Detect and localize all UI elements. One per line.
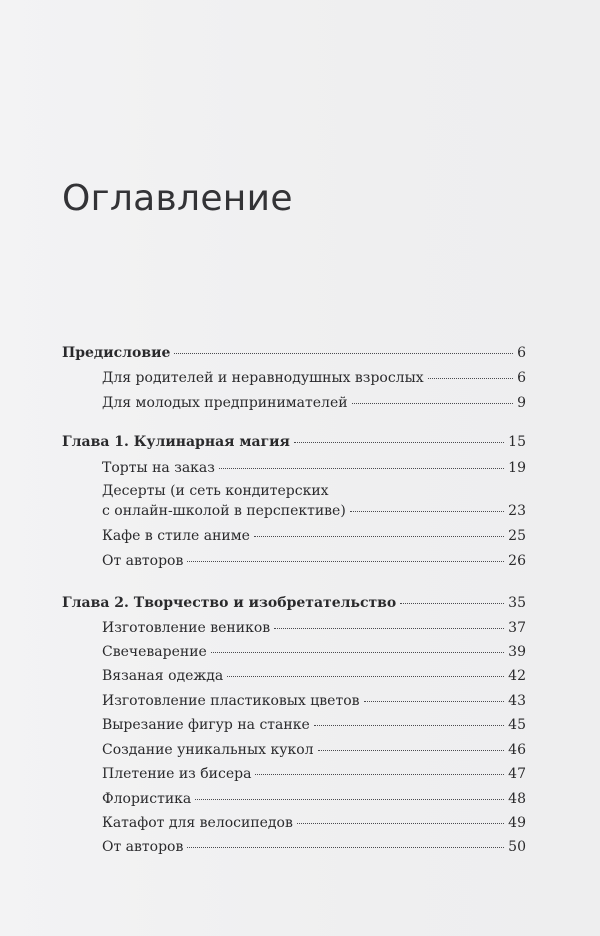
toc-page-number: 23 [508, 503, 526, 519]
toc-entry-title: Создание уникальных кукол [102, 742, 314, 758]
toc-entry-title: Кафе в стиле аниме [102, 528, 250, 544]
toc-chapter-title: Предисловие [62, 345, 171, 361]
toc-page-number: 35 [508, 595, 526, 611]
dot-leader [294, 442, 504, 443]
toc-entry-title: Катафот для велосипедов [102, 815, 293, 831]
dot-leader [174, 353, 513, 354]
dot-leader [428, 378, 513, 379]
page-title: Оглавление [62, 178, 293, 219]
toc-entry-title: Изготовление пластиковых цветов [102, 693, 360, 709]
toc-entry[interactable] [102, 692, 526, 710]
toc-page-number: 37 [508, 620, 526, 636]
dot-leader [255, 774, 504, 775]
toc-entry-title: От авторов [102, 839, 184, 855]
toc-page-number: 6 [517, 370, 526, 386]
toc-page-number: 25 [508, 528, 526, 544]
dot-leader [254, 536, 504, 537]
toc-page-number: 15 [508, 434, 526, 450]
toc-entry-title-line2: с онлайн-школой в перспективе) [102, 503, 346, 519]
toc-page-number: 42 [508, 668, 526, 684]
dot-leader [219, 468, 504, 469]
toc-entry[interactable] [102, 814, 526, 832]
toc-page-number: 50 [508, 839, 526, 855]
toc-chapter-1[interactable] [62, 433, 526, 451]
toc-entry-title: Свечеварение [102, 644, 207, 660]
dot-leader [350, 511, 504, 512]
toc-entry-title: Плетение из бисера [102, 766, 252, 782]
toc-entry[interactable] [102, 667, 526, 685]
toc-entry[interactable] [102, 481, 526, 521]
toc-entry[interactable] [102, 619, 526, 637]
toc-entry-second-line [102, 501, 526, 521]
dot-leader [195, 799, 504, 800]
toc-chapter-title: Глава 1. Кулинарная магия [62, 434, 290, 450]
dot-leader [314, 725, 504, 726]
toc-entry[interactable] [102, 765, 526, 783]
dot-leader [211, 652, 504, 653]
toc-page-number: 48 [508, 791, 526, 807]
toc-page-number: 47 [508, 766, 526, 782]
toc-entry[interactable] [102, 741, 526, 759]
toc-page-number: 39 [508, 644, 526, 660]
toc-entry-title: Вязаная одежда [102, 668, 224, 684]
toc-page-number: 49 [508, 815, 526, 831]
toc-entry-title: От авторов [102, 553, 184, 569]
toc-entry[interactable] [102, 838, 526, 856]
toc-entry-title: Для молодых предпринимателей [102, 395, 348, 411]
toc-entry[interactable] [102, 643, 526, 661]
toc-page-number: 6 [517, 345, 526, 361]
toc-entry-title: Торты на заказ [102, 460, 215, 476]
toc-entry[interactable] [102, 552, 526, 570]
dot-leader [187, 561, 504, 562]
toc-page-number: 46 [508, 742, 526, 758]
toc-chapter-preface[interactable] [62, 344, 526, 362]
toc-entry[interactable] [102, 716, 526, 734]
toc-page-number: 19 [508, 460, 526, 476]
toc-chapter-2[interactable] [62, 594, 526, 612]
dot-leader [187, 847, 504, 848]
dot-leader [400, 603, 504, 604]
toc-entry[interactable] [102, 369, 526, 387]
toc-page-number: 45 [508, 717, 526, 733]
toc-entry[interactable] [102, 527, 526, 545]
toc-entry-title: Флористика [102, 791, 192, 807]
toc-entry-title-line1: Десерты (и сеть кондитерских [102, 483, 329, 499]
dot-leader [297, 823, 504, 824]
toc-page-number: 26 [508, 553, 526, 569]
toc-page-number: 9 [517, 395, 526, 411]
dot-leader [274, 628, 504, 629]
toc-entry-title: Вырезание фигур на станке [102, 717, 310, 733]
toc-entry[interactable] [102, 790, 526, 808]
toc-entry[interactable] [102, 394, 526, 412]
dot-leader [364, 701, 505, 702]
toc-page-number: 43 [508, 693, 526, 709]
dot-leader [352, 403, 514, 404]
toc-entry-title: Для родителей и неравнодушных взрослых [102, 370, 424, 386]
dot-leader [227, 676, 504, 677]
toc-entry[interactable] [102, 459, 526, 477]
toc-entry-title: Изготовление веников [102, 620, 271, 636]
dot-leader [318, 750, 505, 751]
toc-chapter-title: Глава 2. Творчество и изобретательство [62, 595, 397, 611]
